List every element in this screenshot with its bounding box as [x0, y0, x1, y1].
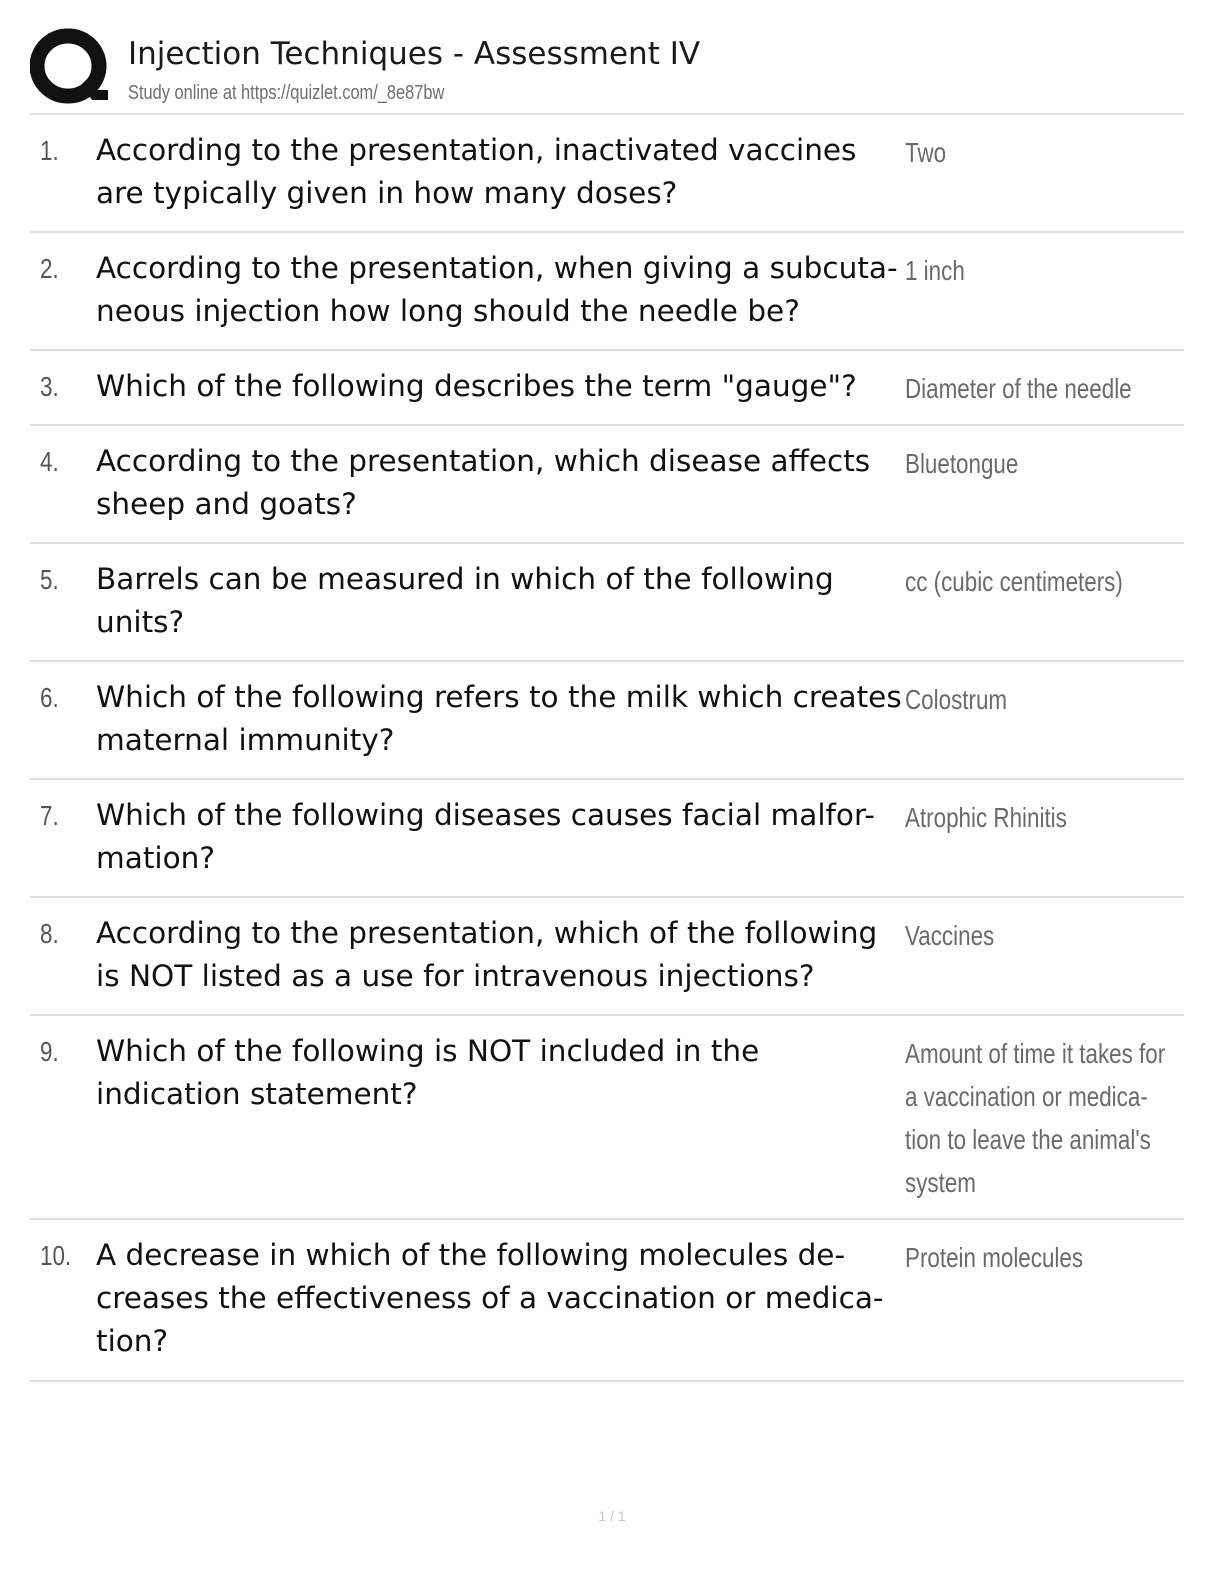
- question-item: [30, 544, 1184, 662]
- question-item: [30, 1220, 1184, 1382]
- question-item: [30, 115, 1184, 233]
- question-number: 3.: [40, 371, 59, 402]
- answer-text: Vaccines: [905, 920, 995, 951]
- question-item: [30, 1016, 1184, 1220]
- question-item: [30, 426, 1184, 544]
- question-text: A decrease in which of the following molecules de-creases the effectiveness of a vaccination or medica-tion?: [96, 1238, 884, 1358]
- page-number: 1 / 1: [598, 1508, 626, 1524]
- question-number: 8.: [40, 918, 59, 949]
- study-online-link[interactable]: Study online at https://quizlet.com/_8e87bw: [128, 82, 445, 104]
- question-text: According to the presentation, when giving a subcuta-neous injection how long should the needle be?: [96, 251, 898, 328]
- question-number: 9.: [40, 1036, 59, 1067]
- question-number: 2.: [40, 253, 59, 284]
- quizlet-q-logo-icon: [30, 28, 110, 108]
- answer-text: Bluetongue: [905, 448, 1019, 479]
- question-item: [30, 351, 1184, 426]
- question-number: 5.: [40, 564, 59, 595]
- question-item: [30, 233, 1184, 351]
- question-item: [30, 780, 1184, 898]
- page-header: [30, 28, 1184, 114]
- page-title: Injection Techniques - Assessment IV: [128, 36, 701, 72]
- question-text: Which of the following is NOT included in the indication statement?: [96, 1034, 760, 1111]
- question-text: According to the presentation, which disease affects sheep and goats?: [96, 444, 871, 521]
- question-number: 10.: [40, 1240, 72, 1271]
- question-number: 7.: [40, 800, 59, 831]
- question-text: According to the presentation, inactivated vaccines are typically given in how many doses?: [96, 133, 857, 210]
- answer-text: cc (cubic centimeters): [905, 566, 1123, 597]
- answer-text: Colostrum: [905, 684, 1008, 715]
- answer-text: Diameter of the needle: [905, 373, 1132, 404]
- question-text: Which of the following refers to the milk which creates maternal immunity?: [96, 680, 902, 757]
- answer-text: Amount of time it takes for a vaccination or medica-tion to leave the animal's system: [905, 1038, 1166, 1198]
- question-item: [30, 662, 1184, 780]
- question-item: [30, 898, 1184, 1016]
- question-text: Barrels can be measured in which of the following units?: [96, 562, 834, 639]
- question-text: Which of the following describes the term "gauge"?: [96, 369, 857, 403]
- question-number: 6.: [40, 682, 59, 713]
- question-text: Which of the following diseases causes facial malfor-mation?: [96, 798, 875, 875]
- answer-text: 1 inch: [905, 255, 965, 286]
- question-number: 4.: [40, 446, 59, 477]
- answer-text: Two: [905, 137, 947, 168]
- answer-text: Atrophic Rhinitis: [905, 802, 1067, 833]
- answer-text: Protein molecules: [905, 1242, 1084, 1273]
- question-text: According to the presentation, which of the following is NOT listed as a use for intravenous injections?: [96, 916, 878, 993]
- question-number: 1.: [40, 135, 59, 166]
